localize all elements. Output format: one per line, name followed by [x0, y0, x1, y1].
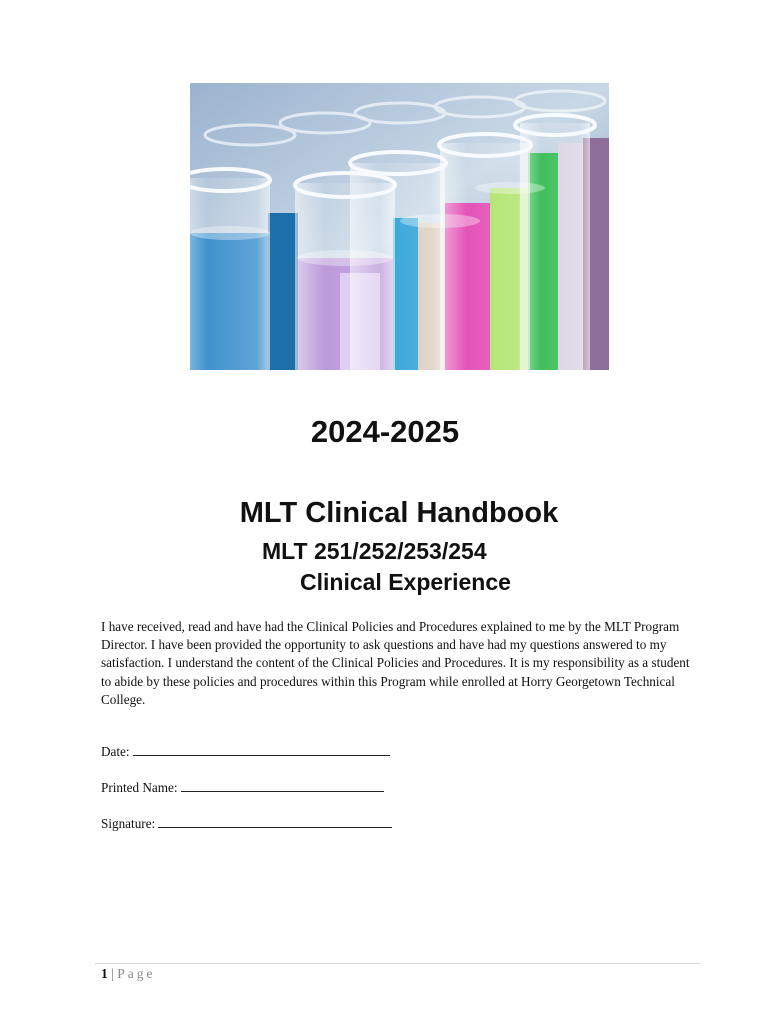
printed-name-line[interactable] — [181, 779, 384, 792]
test-tubes-illustration — [190, 83, 609, 370]
cover-image-test-tubes — [190, 83, 609, 370]
date-signature-line[interactable] — [133, 743, 390, 756]
handbook-subtitle: Clinical Experience — [300, 569, 511, 595]
signature-field[interactable] — [101, 815, 392, 832]
footer-separator: | — [111, 966, 114, 981]
date-field[interactable] — [101, 743, 390, 760]
page-word: Page — [117, 966, 156, 981]
footer-divider — [95, 963, 700, 964]
signature-label: Signature: — [101, 816, 156, 831]
acknowledgement-paragraph: I have received, read and have had the Clinical Policies and Procedures explained to me by the MLT Program Director. I have been provided the opportunity to ask questions and have had my questions answered to my satisfaction. I understand the content of the Clinical Policies and Procedures. It is my responsibility as a student to abide by these policies and procedures within this Program while enrolled at Horry Georgetown Technical College. — [101, 619, 690, 707]
course-codes: MLT 251/252/253/254 — [262, 538, 487, 564]
page-number: 1 — [101, 966, 108, 981]
date-label: Date: — [101, 744, 130, 759]
signature-line[interactable] — [158, 815, 392, 828]
handbook-year: 2024-2025 — [310, 414, 460, 449]
printed-name-field[interactable] — [101, 779, 384, 796]
handbook-title: MLT Clinical Handbook — [239, 497, 559, 529]
printed-name-label: Printed Name: — [101, 780, 178, 795]
page-footer — [101, 966, 155, 982]
